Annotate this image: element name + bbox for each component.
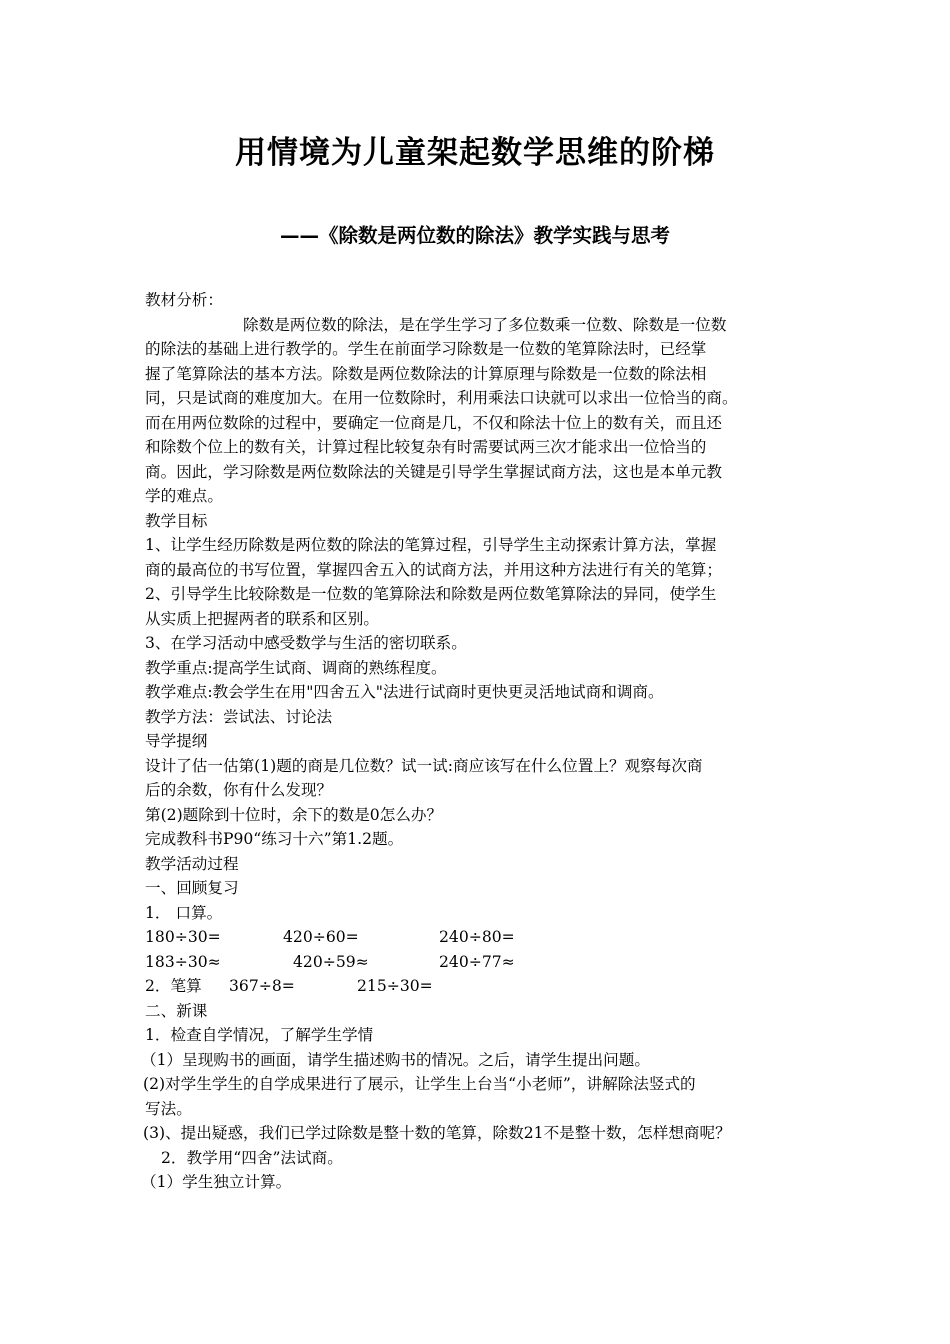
paragraph-line: 握了笔算除法的基本方法。除数是两位数除法的计算原理与除数是一位数的除法相 <box>145 364 707 383</box>
math-row <box>145 950 825 975</box>
list-item: 1．检查自学情况，了解学生学情 <box>145 1026 374 1044</box>
section-heading: 教材分析： <box>145 291 223 309</box>
list-item: (2)对学生学生的自学成果进行了展示，让学生上台当“小老师”，讲解除法竖式的 <box>143 1075 696 1093</box>
list-item: (3)、提出疑惑，我们已学过除数是整十数的笔算，除数21不是整十数，怎样想商呢？ <box>143 1124 731 1142</box>
math-expression: 420÷59≈ <box>293 952 369 971</box>
paragraph-line: 的除法的基础上进行教学的。学生在前面学习除数是一位数的笔算除法时，已经掌 <box>145 340 707 358</box>
paragraph-line: 教学方法：尝试法、讨论法 <box>145 707 333 726</box>
math-expression: 215÷30= <box>357 977 433 995</box>
list-item: 2．教学用“四舍”法试商。 <box>161 1148 343 1167</box>
list-item: 1． 口算。 <box>145 903 223 922</box>
list-item: 从实质上把握两者的联系和区别。 <box>145 609 379 628</box>
math-expression: 420÷60= <box>283 928 359 946</box>
paragraph-line: 而在用两位数除的过程中，要确定一位商是几，不仅和除法十位上的数有关，而且还 <box>145 413 722 432</box>
math-row <box>145 925 825 950</box>
list-item: （1）呈现购书的画面，请学生描述购书的情况。之后，请学生提出问题。 <box>141 1050 650 1069</box>
paragraph-line: 和除数个位上的数有关，计算过程比较复杂有时需要试两三次才能求出一位恰当的 <box>145 438 707 456</box>
math-row <box>145 974 825 999</box>
math-label: 2．笔算 <box>145 977 202 995</box>
section-heading: 二、新课 <box>145 1001 208 1020</box>
section-heading: 导学提纲 <box>145 732 208 750</box>
paragraph-line: 同，只是试商的难度加大。在用一位数除时，利用乘法口诀就可以求出一位恰当的商。 <box>145 389 738 407</box>
paragraph-line: 学的难点。 <box>145 487 223 505</box>
paragraph-line: 设计了估一估第(1)题的商是几位数？试一试:商应该写在什么位置上？观察每次商 <box>145 756 703 775</box>
paragraph-line: 除数是两位数的除法，是在学生学习了多位数乘一位数、除数是一位数 <box>243 315 727 334</box>
math-expression: 180÷30= <box>145 928 221 946</box>
paragraph-line: 完成教科书P90“练习十六”第1.2题。 <box>145 830 404 848</box>
list-item: （1）学生独立计算。 <box>141 1173 292 1191</box>
paragraph-line: 教学重点:提高学生试商、调商的熟练程度。 <box>145 658 447 677</box>
paragraph-line: 教学难点:教会学生在用"四舍五入"法进行试商时更快更灵活地试商和调商。 <box>145 683 664 701</box>
math-expression: 240÷77≈ <box>439 952 515 971</box>
math-expression: 183÷30≈ <box>145 952 221 971</box>
list-item: 商的最高位的书写位置，掌握四舍五入的试商方法，并用这种方法进行有关的笔算； <box>145 560 722 579</box>
paragraph-line: 第(2)题除到十位时，余下的数是0怎么办？ <box>145 805 443 824</box>
paragraph-line: 写法。 <box>145 1099 192 1118</box>
math-expression: 367÷8= <box>229 977 295 995</box>
document-subtitle: ——《除数是两位数的除法》教学实践与思考 <box>279 224 670 247</box>
document-body <box>141 288 825 1195</box>
document-title: 用情境为儿童架起数学思维的阶梯 <box>235 135 715 171</box>
paragraph-line: 商。因此，学习除数是两位数除法的关键是引导学生掌握试商方法，这也是本单元教 <box>145 462 722 481</box>
section-heading: 一、回顾复习 <box>145 879 239 897</box>
section-heading: 教学目标 <box>145 511 208 530</box>
paragraph-line: 后的余数，你有什么发现？ <box>145 781 333 799</box>
list-item: 1、让学生经历除数是两位数的除法的笔算过程，引导学生主动探索计算方法，掌握 <box>145 536 717 554</box>
list-item: 3、在学习活动中感受数学与生活的密切联系。 <box>145 634 467 652</box>
section-heading: 教学活动过程 <box>145 854 239 873</box>
list-item: 2、引导学生比较除数是一位数的笔算除法和除数是两位数笔算除法的异同，使学生 <box>145 585 717 603</box>
math-expression: 240÷80= <box>439 928 515 946</box>
